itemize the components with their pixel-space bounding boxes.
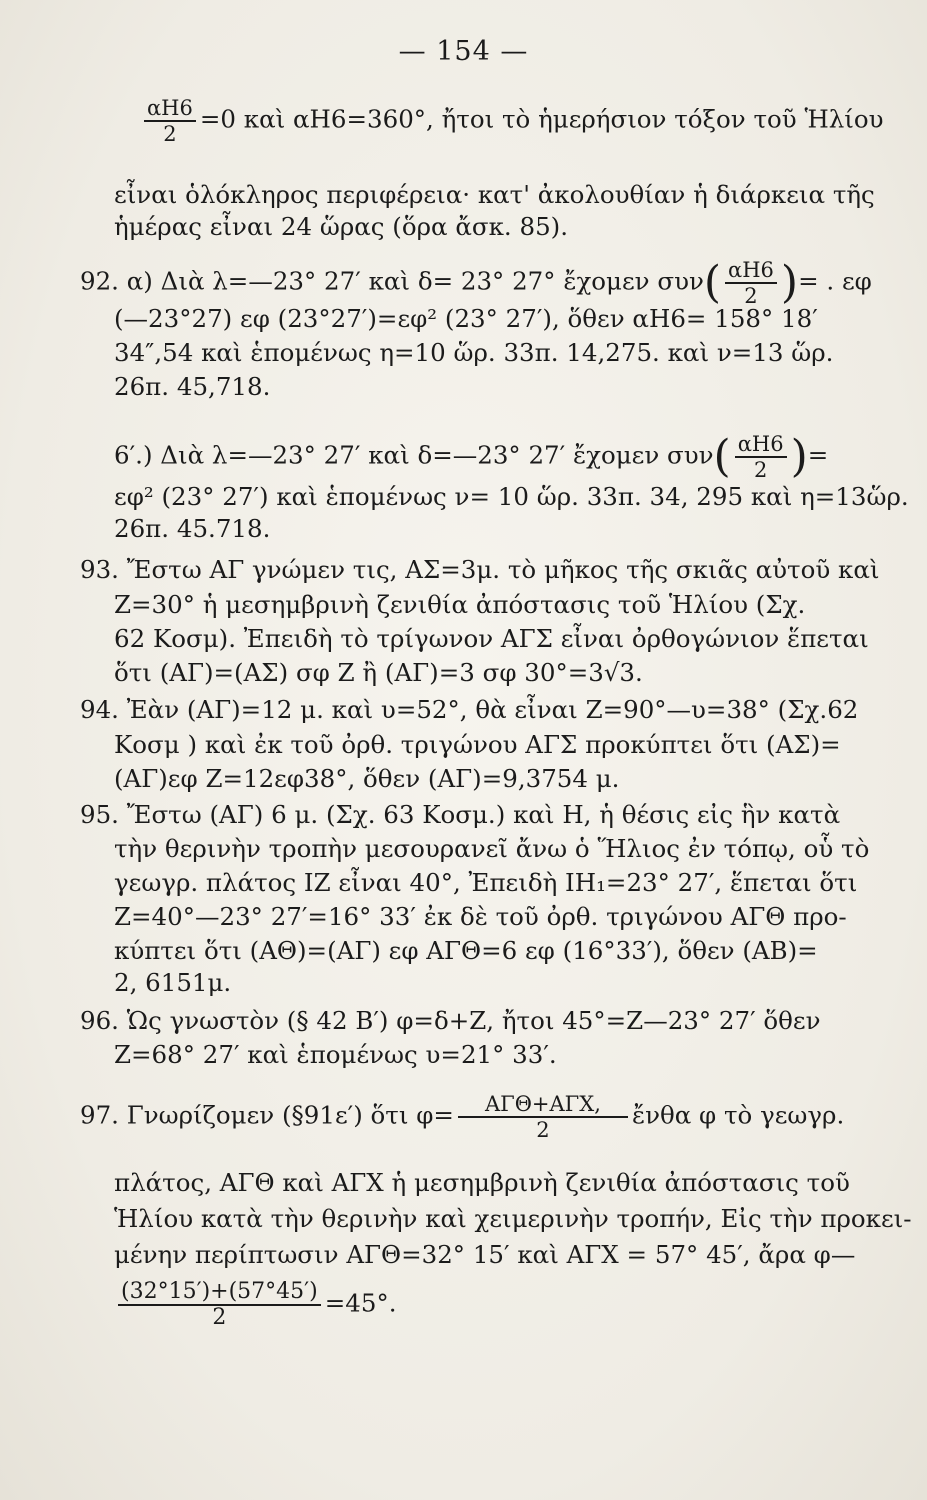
text-line: εφ² (23° 27′) καὶ ἑπομένως ν= 10 ὥρ. 33π. 34, 295 καὶ η=13ὥρ. [114, 482, 909, 511]
text-line: μένην περίπτωσιν ΑΓΘ=32° 15′ καὶ ΑΓΧ = 57° 45′, ἄρα φ— [114, 1240, 856, 1269]
text-line: 26π. 45,718. [114, 372, 271, 401]
text-line: 6′.) Διὰ λ=—23° 27′ καὶ δ=—23° 27′ ἔχομεν συν( $\frac{\alpha H6}{2}$ )= [114, 431, 829, 482]
text-line: 62 Κοσμ). Ἐπειδὴ τὸ τρίγωνον ΑΓΣ εἶναι ὀρθογώνιον ἕπεται [114, 624, 869, 653]
text-line: εἶναι ὁλόκληρος περιφέρεια· κατ' ἀκολουθίαν ἡ διάρκεια τῆς [114, 180, 875, 209]
text-line: κύπτει ὅτι (ΑΘ)=(ΑΓ) εφ ΑΓΘ=6 εφ (16°33′), ὅθεν (ΑΒ)= [114, 936, 818, 965]
text-line: ὅτι (ΑΓ)=(ΑΣ) σφ Ζ ἢ (ΑΓ)=3 σφ 30°=3√3. [114, 658, 643, 687]
text-line: 93. Ἔστω ΑΓ γνώμεν τις, ΑΣ=3μ. τὸ μῆκος τῆς σκιᾶς αὐτοῦ καὶ [80, 555, 880, 584]
page-number: — 154 — [398, 36, 529, 67]
fraction: $\frac{(32^\circ 15')+(57^\circ 45')}{2}$ [118, 1280, 321, 1330]
text-line: 2, 6151μ. [114, 968, 232, 997]
fraction: $\frac{\text{ΑΓΘ+ΑΓΧ,}}{2}$ [458, 1092, 628, 1142]
text-line: (—23°27) εφ (23°27′)=εφ² (23° 27′), ὅθεν αΗ6= 158° 18′ [114, 304, 818, 333]
text-line: (ΑΓ)εφ Ζ=12εφ38°, ὅθεν (ΑΓ)=9,3754 μ. [114, 764, 620, 793]
text-line: ἡμέρας εἶναι 24 ὥρας (ὅρα ἄσκ. 85). [114, 212, 569, 241]
fraction: $\frac{\alpha H6}{2}$ [725, 258, 777, 308]
text-line: Κοσμ ) καὶ ἐκ τοῦ ὀρθ. τριγώνου ΑΓΣ προκύπτει ὅτι (ΑΣ)= [114, 730, 841, 759]
text-line: Ζ=30° ἡ μεσημβρινὴ ζενιθία ἀπόστασις τοῦ Ἡλίου (Σχ. [114, 590, 806, 619]
text-line: Ἡλίου κατὰ τὴν θερινὴν καὶ χειμερινὴν τροπήν, Εἰς τὴν προκει- [114, 1204, 912, 1233]
text-line: $\frac{(32^\circ 15')+(57^\circ 45')}{2}$ =45°. [114, 1280, 396, 1330]
text-line: πλάτος, ΑΓΘ καὶ ΑΓΧ ἡ μεσημβρινὴ ζενιθία ἀπόστασις τοῦ [114, 1168, 850, 1197]
fraction: $\frac{\alpha H6}{2}$ [144, 96, 196, 146]
fraction: $\frac{\alpha H6}{2}$ [735, 432, 787, 482]
text-line: γεωγρ. πλάτος ΙΖ εἶναι 40°, Ἐπειδὴ ΙΗ₁=23° 27′, ἕπεται ὅτι [114, 868, 858, 897]
text-line: 34″,54 καὶ ἑπομένως η=10 ὥρ. 33π. 14,275. καὶ ν=13 ὥρ. [114, 338, 834, 367]
text-line: Ζ=68° 27′ καὶ ἑπομένως υ=21° 33′. [114, 1040, 557, 1069]
text-line: 92. α) Διὰ λ=—23° 27′ καὶ δ= 23° 27° ἔχομεν συν( $\frac{\alpha H6}{2}$ )= . εφ [80, 257, 872, 308]
text-line: τὴν θερινὴν τροπὴν μεσουρανεῖ ἄνω ὁ Ἥλιος ἐν τόπῳ, οὗ τὸ [114, 834, 870, 863]
text-line: 95. Ἔστω (ΑΓ) 6 μ. (Σχ. 63 Κοσμ.) καὶ Η, ἡ θέσις εἰς ἣν κατὰ [80, 800, 841, 829]
text-line: 26π. 45.718. [114, 514, 271, 543]
text-line: 94. Ἐὰν (ΑΓ)=12 μ. καὶ υ=52°, θὰ εἶναι Ζ=90°—υ=38° (Σχ.62 [80, 695, 859, 724]
text-line: 97. Γνωρίζομεν (§91ε′) ὅτι φ= $\frac{\text{ΑΓΘ+ΑΓΧ,}}{2}$ ἔνθα φ τὸ γεωγρ. [80, 1092, 845, 1142]
text-line: $\frac{\alpha H6}{2}$ =0 καὶ αΗ6=360°, ἤτοι τὸ ἡμερήσιον τόξον τοῦ Ἡλίου [140, 96, 884, 146]
text-line: 96. Ὡς γνωστὸν (§ 42 Β′) φ=δ+Ζ, ἤτοι 45°=Ζ—23° 27′ ὅθεν [80, 1006, 821, 1035]
text-line: Ζ=40°—23° 27′=16° 33′ ἐκ δὲ τοῦ ὀρθ. τριγώνου ΑΓΘ προ- [114, 902, 847, 931]
